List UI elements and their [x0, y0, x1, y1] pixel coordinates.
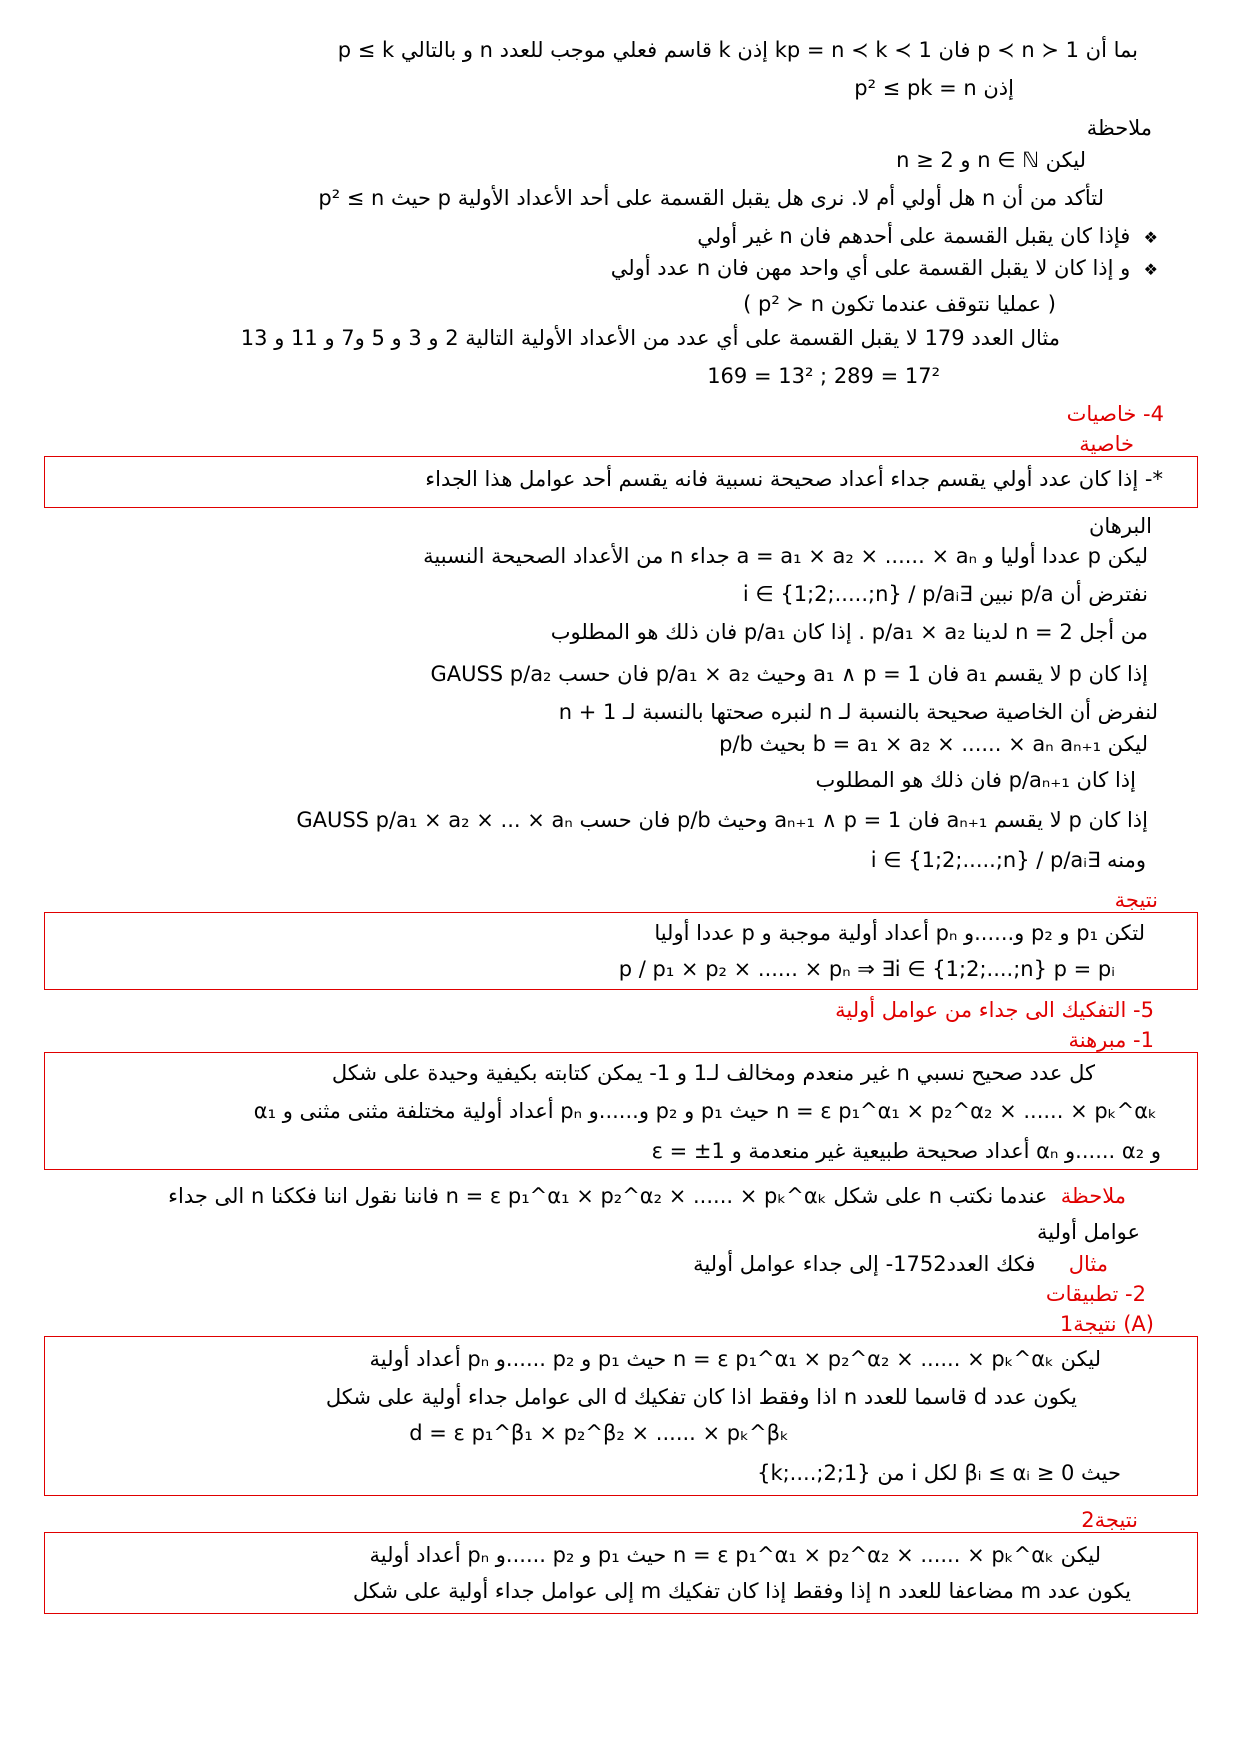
- diamond-bullet-icon: ❖: [1143, 228, 1158, 247]
- result-formula: d = ε p₁^β₁ × p₂^β₂ × ...... × pₖ^βₖ: [409, 1421, 789, 1445]
- heading-note: ملاحظة: [1086, 116, 1152, 140]
- example-line: [693, 1250, 1108, 1278]
- result-box: [44, 912, 1198, 990]
- result-box-1: [44, 1336, 1198, 1496]
- example-line: مثال العدد 179 لا يقبل القسمة على أي عدد من الأعداد الأولية التالية 2 و 3 و 5 و7 و 11 و 13: [240, 326, 1060, 350]
- proof-heading: البرهان: [1088, 514, 1152, 538]
- note-text: عندما نكتب n على شكل n = ε p₁^α₁ × p₂^α₂ × ...... × pₖ^αₖ فاننا نقول اننا فككنا n الى جداء: [168, 1184, 1048, 1208]
- text-line: ليكن n ∈ ℕ و n ≥ 2: [896, 148, 1086, 172]
- note-label: ملاحظة: [1060, 1184, 1126, 1208]
- note-continuation: عوامل أولية: [1036, 1220, 1140, 1244]
- bullet-item: [611, 254, 1158, 284]
- section-heading: 5- التفكيك الى جداء من عوامل أولية: [835, 998, 1154, 1022]
- section-heading: 4- خاصيات: [1066, 402, 1164, 426]
- math-line: 17² = 289 ; 13² = 169: [707, 364, 940, 388]
- result-heading: (A) نتيجة1: [1059, 1312, 1154, 1336]
- note-line: [168, 1182, 1126, 1210]
- bullet-text: فإذا كان يقبل القسمة على أحدهم فان n غير أولي: [697, 224, 1131, 248]
- result-text: لتكن p₁ و p₂ و......و pₙ أعداد أولية موجبة و p عددا أوليا: [654, 921, 1145, 945]
- text-line: إذن p² ≤ pk = n: [854, 76, 1014, 100]
- text-line: من أجل n = 2 لدينا p/a₁ × a₂ . إذا كان p/a₁ فان ذلك هو المطلوب: [550, 620, 1148, 644]
- result-heading: نتيجة2: [1081, 1508, 1138, 1532]
- theorem-text: n = ε p₁^α₁ × p₂^α₂ × ...... × pₖ^αₖ حيث p₁ و p₂ و......و pₙ أعداد أولية مختلفة مثنى مثنى و α₁: [253, 1099, 1157, 1123]
- section-heading: 2- تطبيقات: [1045, 1282, 1146, 1306]
- text-line: لنفرض أن الخاصية صحيحة بالنسبة لـ n لنبره صحتها بالنسبة لـ n + 1: [558, 700, 1158, 724]
- theorem-box: [44, 1052, 1198, 1170]
- subsection-heading: خاصية: [1079, 432, 1134, 456]
- bullet-text: و إذا كان لا يقبل القسمة على أي واحد مهن فان n عدد أولي: [610, 256, 1131, 280]
- text-line: إذا كان p/aₙ₊₁ فان ذلك هو المطلوب: [815, 768, 1136, 792]
- text-line: إذا كان p لا يقسم a₁ فان a₁ ∧ p = 1 وحيث p/a₁ × a₂ فان حسب GAUSS p/a₂: [430, 662, 1148, 686]
- result-text: يكون عدد m مضاعفا للعدد n إذا وفقط إذا كان تفكيك m إلى عوامل جداء أولية على شكل: [352, 1579, 1131, 1603]
- result-box-2: [44, 1532, 1198, 1614]
- property-box: [44, 456, 1198, 508]
- text-line: بما أن 1 ≺ p ≺ n فان kp = n ≺ k ≺ 1 إذن k قاسم فعلي موجب للعدد n و بالتالي p ≤ k: [337, 38, 1138, 62]
- example-label: مثال: [1068, 1252, 1108, 1276]
- text-line: ليكن b = a₁ × a₂ × ...... × aₙ aₙ₊₁ بحيث p/b: [719, 732, 1148, 756]
- theorem-text: و α₂ ......و αₙ أعداد صحيحة طبيعية غير منعدمة و ε = ±1: [651, 1139, 1161, 1163]
- result-formula: p / p₁ × p₂ × ...... × pₙ ⇒ ∃i ∈ {1;2;....;n} p = pᵢ: [618, 957, 1115, 981]
- diamond-bullet-icon: ❖: [1143, 260, 1158, 279]
- result-text: حيث 0 ≤ βᵢ ≤ αᵢ لكل i من {1;2;....;k}: [757, 1461, 1121, 1485]
- result-text: ليكن n = ε p₁^α₁ × p₂^α₂ × ...... × pₖ^αₖ حيث p₁ و p₂ ......و pₙ أعداد أولية: [369, 1347, 1101, 1371]
- bullet-item: [697, 222, 1158, 252]
- theorem-heading: 1- مبرهنة: [1068, 1028, 1154, 1052]
- property-text: *- إذا كان عدد أولي يقسم جداء أعداد صحيحة نسبية فانه يقسم أحد عوامل هذا الجداء: [425, 467, 1163, 491]
- text-line: ( عمليا نتوقف عندما تكون p² ≻ n ): [743, 292, 1056, 316]
- text-line: نفترض أن p/a نبين ∃i ∈ {1;2;.....;n} / p/aᵢ: [742, 582, 1148, 606]
- theorem-text: كل عدد صحيح نسبي n غير منعدم ومخالف لـ1 و 1- يمكن كتابته بكيفية وحيدة على شكل: [331, 1061, 1095, 1085]
- text-line: ومنه ∃i ∈ {1;2;.....;n} / p/aᵢ: [870, 848, 1146, 872]
- result-text: ليكن n = ε p₁^α₁ × p₂^α₂ × ...... × pₖ^αₖ حيث p₁ و p₂ ......و pₙ أعداد أولية: [369, 1543, 1101, 1567]
- result-text: يكون عدد d قاسما للعدد n اذا وفقط اذا كان تفكيك d الى عوامل جداء أولية على شكل: [325, 1385, 1077, 1409]
- text-line: إذا كان p لا يقسم aₙ₊₁ فان aₙ₊₁ ∧ p = 1 وحيث p/b فان حسب GAUSS p/a₁ × a₂ × ... × aₙ: [296, 808, 1148, 832]
- text-line: ليكن p عددا أوليا و a = a₁ × a₂ × ...... × aₙ جداء n من الأعداد الصحيحة النسبية: [423, 544, 1148, 568]
- text-line: لتأكد من أن n هل أولي أم لا. نرى هل يقبل القسمة على أحد الأعداد الأولية p حيث p² ≤ n: [318, 186, 1104, 210]
- example-text: فكك العدد1752- إلى جداء عوامل أولية: [693, 1252, 1036, 1276]
- result-heading: نتيجة: [1114, 888, 1158, 912]
